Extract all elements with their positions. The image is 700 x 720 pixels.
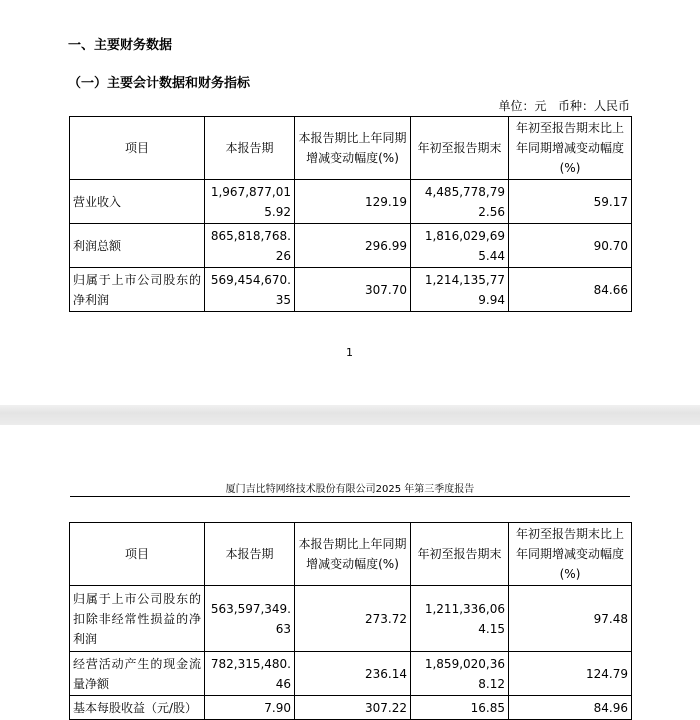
row-current: 563,597,349.63	[205, 586, 295, 652]
header-current-yoy: 本报告期比上年同期增减变动幅度(%)	[295, 117, 411, 180]
header-current: 本报告期	[205, 117, 295, 180]
row-ytd: 1,816,029,695.44	[411, 224, 509, 268]
row-ytd-yoy: 97.48	[509, 586, 632, 652]
row-ytd: 1,211,336,064.15	[411, 586, 509, 652]
subsection-title: （一）主要会计数据和财务指标	[68, 76, 251, 91]
table-row	[70, 696, 632, 720]
row-item: 基本每股收益（元/股）	[70, 696, 205, 720]
row-current: 865,818,768.26	[205, 224, 295, 268]
header-ytd-yoy: 年初至报告期末比上年同期增减变动幅度(%)	[509, 117, 632, 180]
row-item: 利润总额	[70, 224, 205, 268]
row-ytd: 1,859,020,368.12	[411, 652, 509, 696]
row-ytd: 16.85	[411, 696, 509, 720]
header-ytd: 年初至报告期末	[411, 523, 509, 586]
table-row	[70, 652, 632, 696]
row-ytd-yoy: 84.96	[509, 696, 632, 720]
financial-table-2	[69, 522, 632, 720]
row-item: 经营活动产生的现金流量净额	[70, 652, 205, 696]
section-title: 一、主要财务数据	[68, 38, 173, 53]
row-item: 归属于上市公司股东的净利润	[70, 268, 205, 312]
row-current-yoy: 296.99	[295, 224, 411, 268]
row-current: 782,315,480.46	[205, 652, 295, 696]
financial-table-1	[69, 116, 632, 312]
header-current-yoy: 本报告期比上年同期增减变动幅度(%)	[295, 523, 411, 586]
header-ytd-yoy: 年初至报告期末比上年同期增减变动幅度(%)	[509, 523, 632, 586]
row-current-yoy: 307.22	[295, 696, 411, 720]
row-ytd-yoy: 84.66	[509, 268, 632, 312]
row-ytd-yoy: 90.70	[509, 224, 632, 268]
report-page-2	[0, 425, 700, 720]
table-row	[70, 586, 632, 652]
table-row	[70, 180, 632, 224]
row-ytd: 4,485,778,792.56	[411, 180, 509, 224]
row-current: 1,967,877,015.92	[205, 180, 295, 224]
header-ytd: 年初至报告期末	[411, 117, 509, 180]
table-header-row	[70, 117, 632, 180]
row-ytd: 1,214,135,779.94	[411, 268, 509, 312]
row-current-yoy: 307.70	[295, 268, 411, 312]
row-ytd-yoy: 59.17	[509, 180, 632, 224]
row-current-yoy: 129.19	[295, 180, 411, 224]
header-item: 项目	[70, 523, 205, 586]
header-rule	[70, 496, 630, 497]
table-row	[70, 224, 632, 268]
unit-currency-line: 单位：元 币种：人民币	[498, 99, 630, 113]
row-item: 营业收入	[70, 180, 205, 224]
table-row	[70, 268, 632, 312]
row-current: 569,454,670.35	[205, 268, 295, 312]
header-current: 本报告期	[205, 523, 295, 586]
page-separator	[0, 405, 700, 425]
row-item: 归属于上市公司股东的扣除非经常性损益的净利润	[70, 586, 205, 652]
row-ytd-yoy: 124.79	[509, 652, 632, 696]
page-number: 1	[346, 346, 353, 359]
row-current: 7.90	[205, 696, 295, 720]
row-current-yoy: 236.14	[295, 652, 411, 696]
row-current-yoy: 273.72	[295, 586, 411, 652]
header-item: 项目	[70, 117, 205, 180]
table-header-row	[70, 523, 632, 586]
running-header: 厦门吉比特网络技术股份有限公司2025 年第三季度报告	[225, 484, 475, 495]
